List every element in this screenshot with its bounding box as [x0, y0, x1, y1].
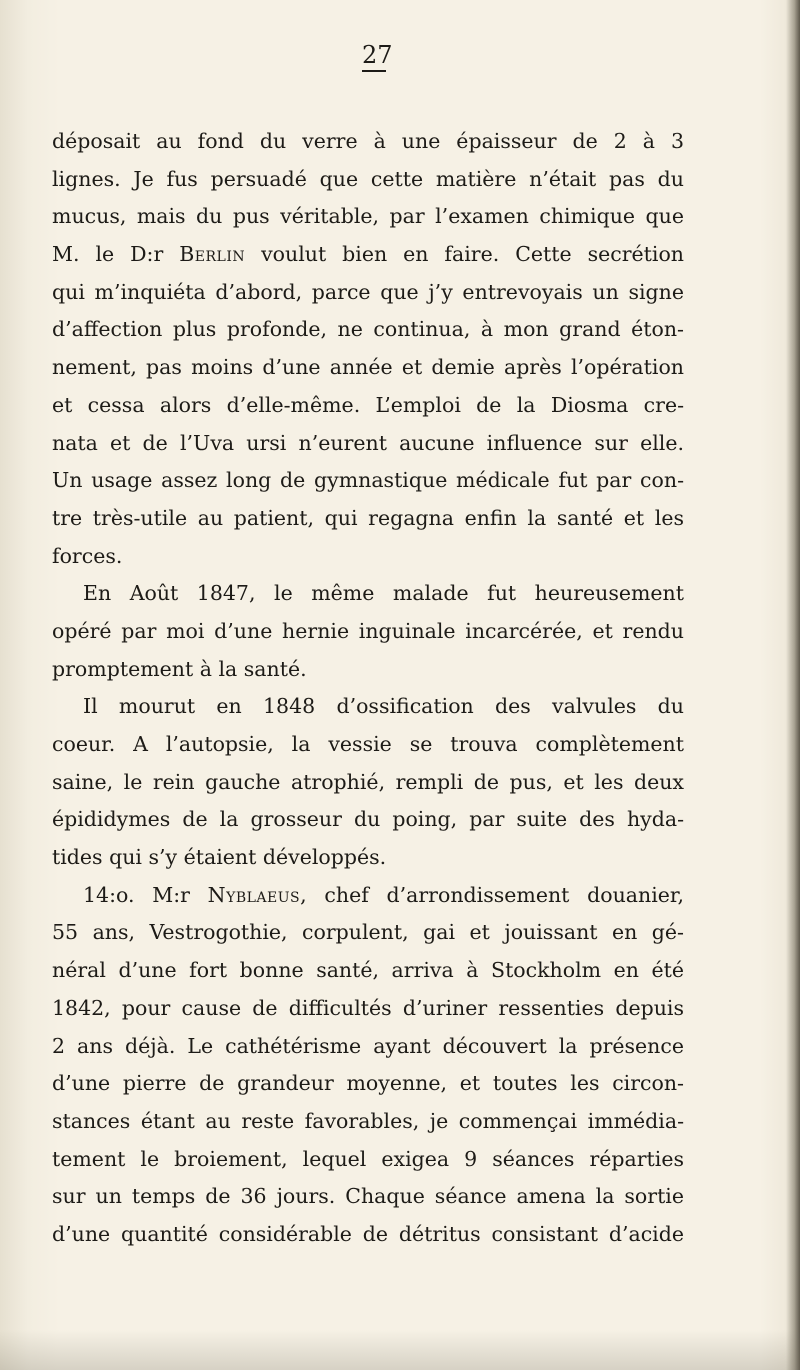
text-line: forces. — [52, 543, 123, 568]
person-name-berlin: Berlin — [179, 242, 246, 267]
text-fragment: voulut bien en faire. Cette secrétion — [261, 242, 684, 267]
text-line: opéré par moi d’une hernie inguinale incarcérée, et rendu — [52, 618, 684, 643]
text-fragment: M. le D:r — [52, 242, 164, 267]
text-line: néral d’une fort bonne santé, arriva à Stockholm en été — [52, 958, 684, 983]
text-line: En Août 1847, le même malade fut heureusement — [83, 581, 684, 606]
person-name-nyblaeus: Nyblaeus — [207, 882, 301, 907]
page-number: 27 — [362, 40, 386, 72]
text-line: lignes. Je fus persuadé que cette matière n’était pas du — [52, 166, 684, 191]
text-line: tement le broiement, lequel exigea 9 séances réparties — [52, 1146, 684, 1171]
text-line: coeur. A l’autopsie, la vessie se trouva complètement — [52, 732, 684, 756]
text-line: d’affection plus profonde, ne continua, à mon grand éton- — [52, 317, 684, 342]
text-line: saine, le rein gauche atrophié, rempli de pus, et les deux — [52, 769, 684, 794]
text-line: qui m’inquiéta d’abord, parce que j’y entrevoyais un signe — [52, 279, 684, 304]
text-line: promptement à la santé. — [52, 656, 307, 681]
text-line: tides qui s’y étaient développés. — [52, 845, 387, 870]
text-line: nata et de l’Uva ursi n’eurent aucune influence sur elle. — [52, 430, 684, 455]
text-line: épididymes de la grosseur du poing, par suite des hyda- — [52, 807, 684, 832]
text-line: Il mourut en 1848 d’ossification des valvules du — [83, 694, 684, 719]
text-fragment: 14:o. M:r — [83, 882, 190, 907]
text-fragment: chef d’arrondissement douanier, — [324, 882, 684, 907]
text-line: Un usage assez long de gymnastique médicale fut par con- — [52, 468, 684, 493]
text-line: tre très-utile au patient, qui regagna enfin la santé et les — [52, 505, 684, 530]
text-line: 1842, pour cause de difficultés d’uriner ressenties depuis — [52, 995, 684, 1020]
text-line: déposait au fond du verre à une épaisseur de 2 à 3 — [52, 129, 684, 153]
text-line: 14:o. M:r Nyblaeus, chef d’arrondissement douanier, — [83, 882, 684, 907]
text-line — [52, 236, 684, 274]
text-line: stances étant au reste favorables, je commençai immédia- — [52, 1108, 684, 1133]
page-bottom-shadow — [0, 1330, 800, 1370]
body-text — [52, 123, 684, 1254]
text-line: sur un temps de 36 jours. Chaque séance amena la sortie — [52, 1184, 684, 1209]
text-line: nement, pas moins d’une année et demie après l’opération — [52, 355, 684, 380]
text-line: et cessa alors d’elle-même. L’emploi de la Diosma cre- — [52, 392, 684, 417]
text-line: 2 ans déjà. Le cathétérisme ayant découvert la présence — [52, 1033, 684, 1058]
text-line: 55 ans, Vestrogothie, corpulent, gai et jouissant en gé- — [52, 920, 684, 945]
text-line: d’une pierre de grandeur moyenne, et toutes les circon- — [52, 1071, 684, 1096]
page-edge-shadow — [786, 0, 800, 1370]
text-line: mucus, mais du pus véritable, par l’examen chimique que — [52, 204, 684, 229]
text-line: d’une quantité considérable de détritus consistant d’acide — [52, 1221, 684, 1246]
